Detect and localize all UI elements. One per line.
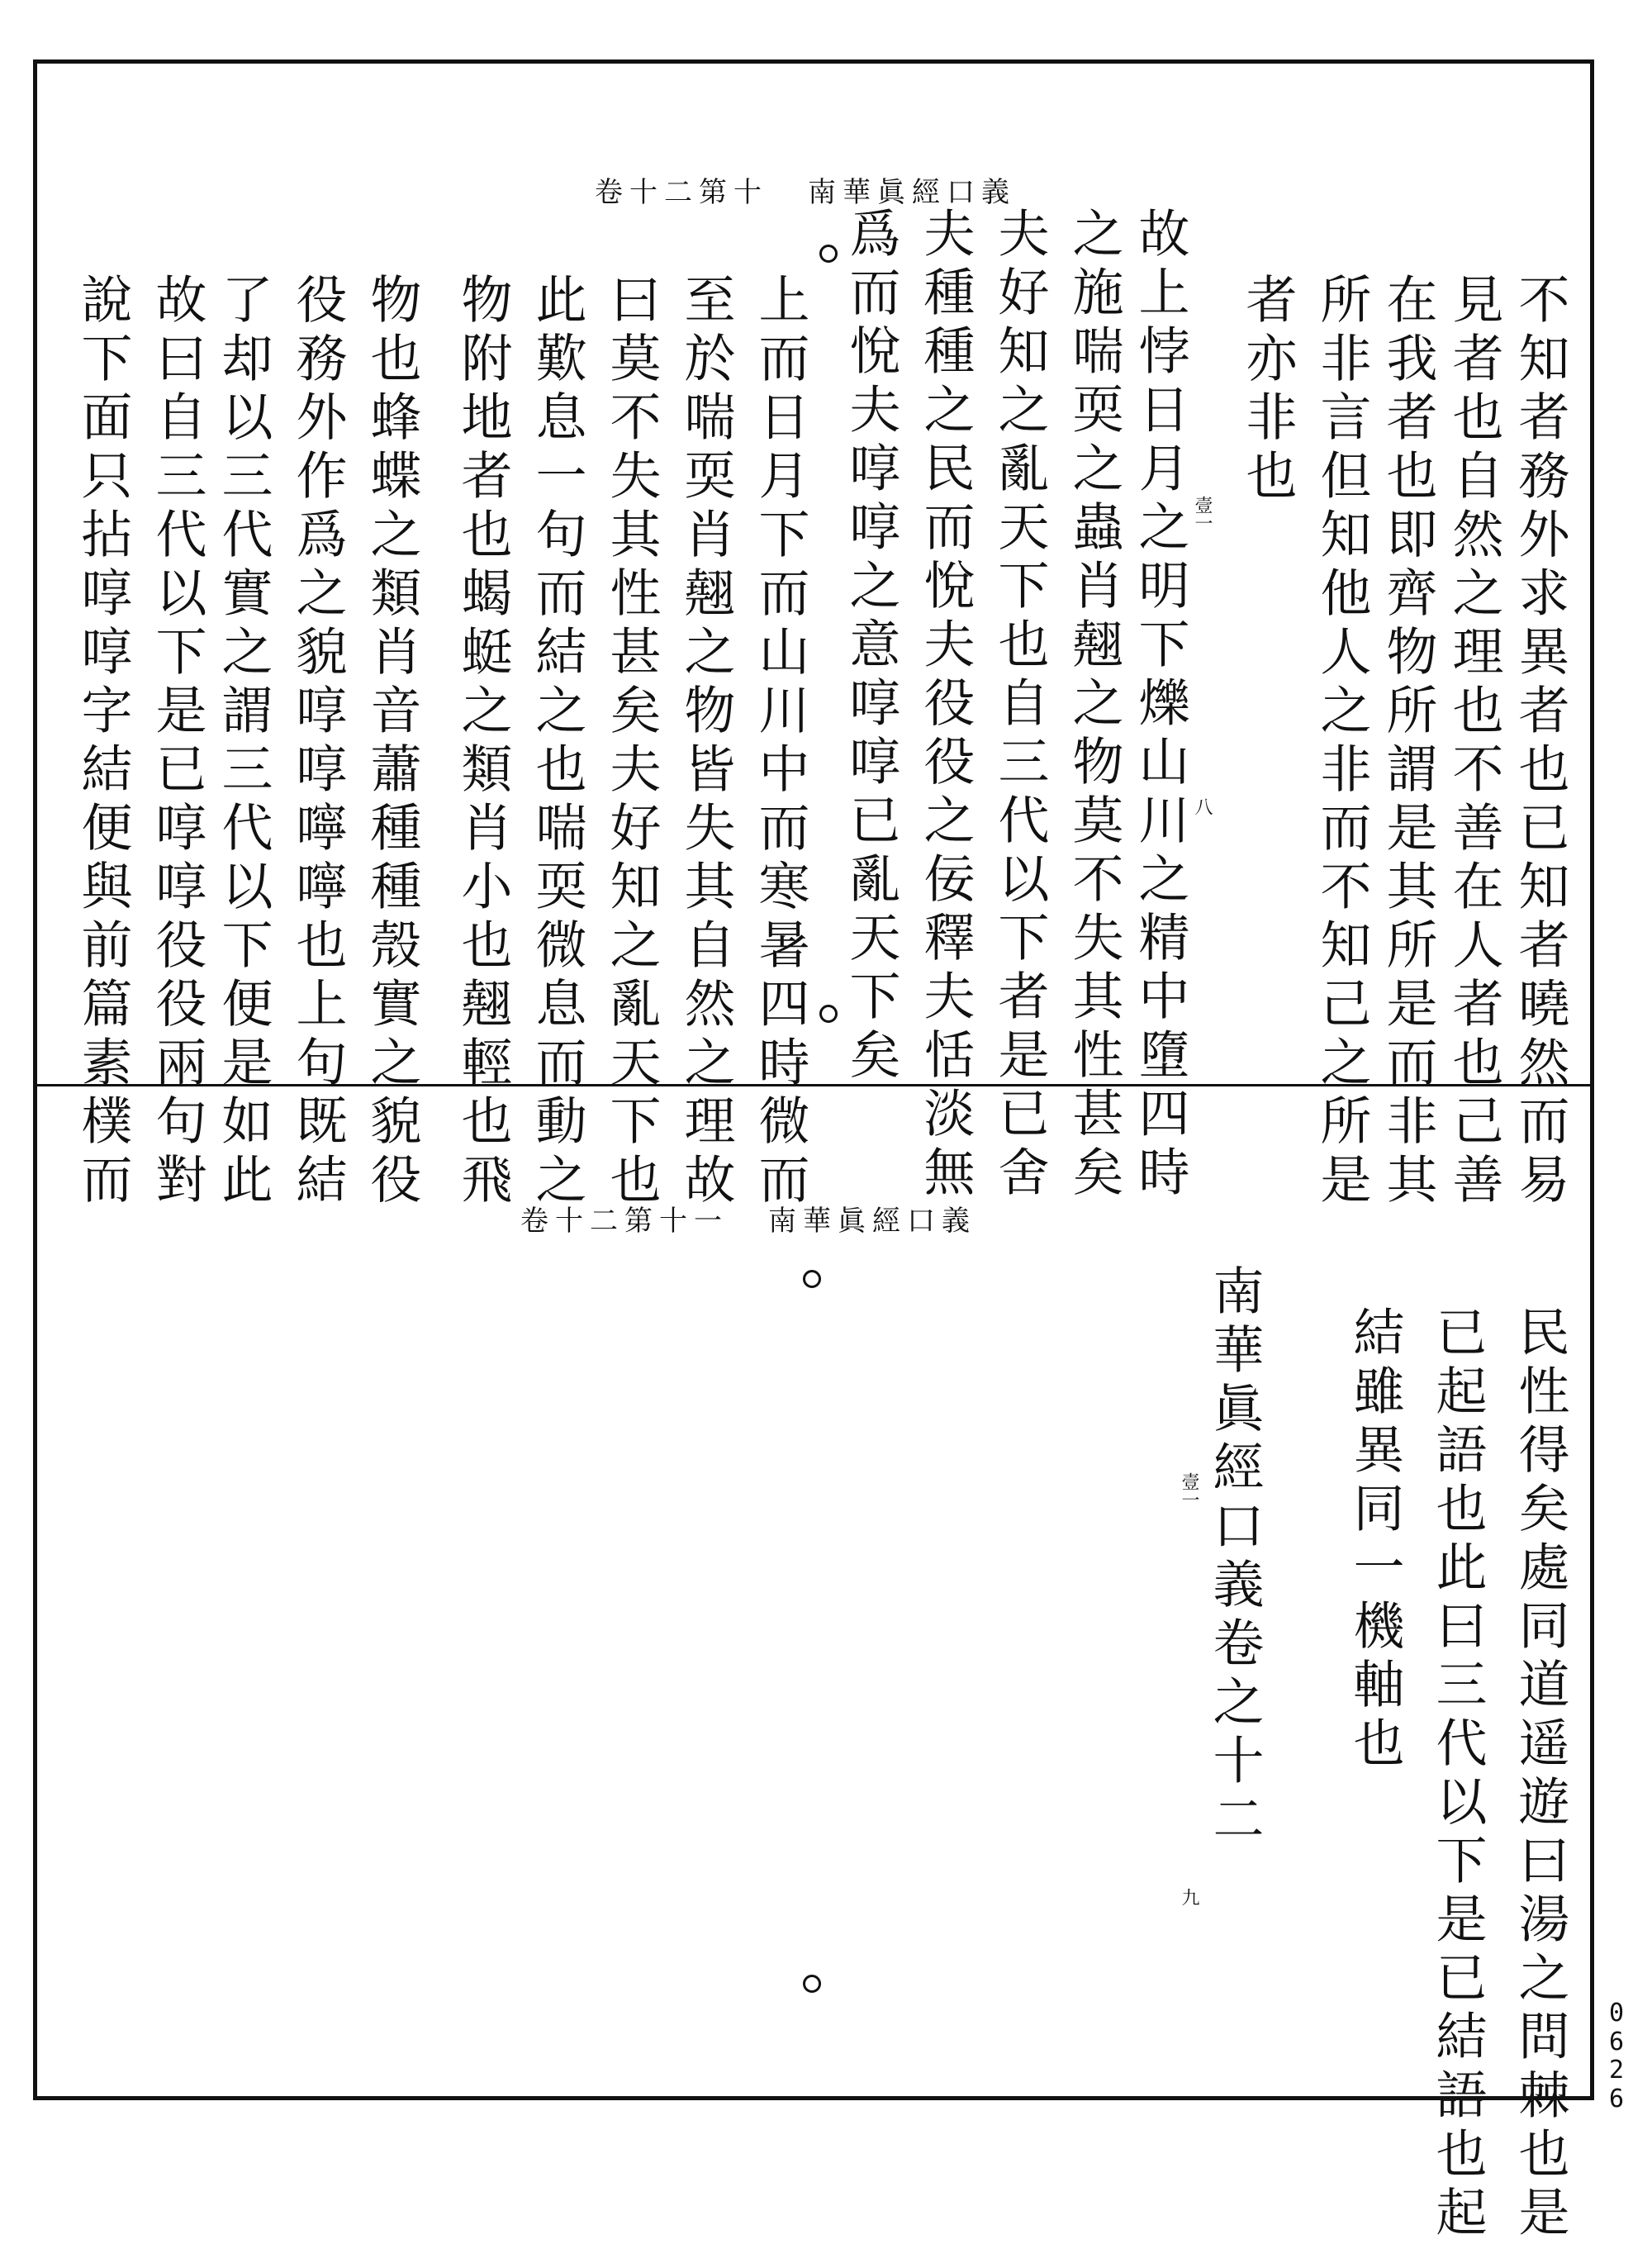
top-text-column-17: 役務外作爲之貌啍啍嚀嚀也上句既結 bbox=[287, 273, 348, 1211]
top-text-column-7: 之施喘耎之蟲肖翹之物莫不失其性甚矣 bbox=[1064, 207, 1124, 1204]
bottom-header-book-title: 南華眞經口義 bbox=[768, 1205, 976, 1238]
top-text-column-4: 所非言但知他人之非而不知己之所是 bbox=[1312, 273, 1372, 1211]
bottom-annotation-2: 九 bbox=[1179, 1888, 1199, 1906]
top-text-column-11: 上而日月下而山川中而寒暑四時微而 bbox=[750, 273, 810, 1211]
top-text-column-1: 不知者務外求異者也已知者曉然而易 bbox=[1510, 273, 1570, 1211]
top-text-column-5: 者亦非也 bbox=[1237, 273, 1298, 507]
top-header-volume: 卷十二第十 bbox=[595, 176, 768, 209]
bottom-page-header bbox=[520, 1198, 976, 1238]
top-text-column-13: 曰莫不失其性甚矣夫好知之亂天下也 bbox=[601, 273, 662, 1211]
circle-marker-icon bbox=[819, 1005, 838, 1023]
top-text-column-9: 夫種種之民而悅夫役役之佞釋夫恬淡無 bbox=[915, 207, 976, 1204]
circle-marker-icon bbox=[803, 1975, 821, 1993]
circle-marker-icon bbox=[803, 1270, 821, 1288]
top-text-column-20: 說下面只拈啍啍字結便與前篇素樸而 bbox=[73, 273, 133, 1211]
top-text-column-2: 見者也自然之理也不善在人者也己善 bbox=[1444, 273, 1504, 1211]
top-text-column-15: 物附地者也蝎蜓之類肖小也翹輕也飛 bbox=[453, 273, 513, 1211]
page-number: 0626 bbox=[1608, 1999, 1625, 2113]
top-text-column-8: 夫好知之亂天下也自三代以下者是已舍 bbox=[990, 207, 1050, 1204]
bottom-text-column-3: 結雖異同一機軸也 bbox=[1345, 1305, 1405, 1775]
bottom-text-column-1: 民性得矣處同道遥遊曰湯之問棘也是 bbox=[1510, 1305, 1570, 2244]
top-header-book-title: 南華眞經口義 bbox=[808, 176, 1016, 209]
top-annotation-2: 八 bbox=[1192, 797, 1213, 815]
top-text-column-19: 故曰自三代以下是已啍啍役役兩句對 bbox=[147, 273, 207, 1211]
top-text-column-16: 物也蜂蝶之類肖音蕭種種殼實之貌役 bbox=[362, 273, 422, 1211]
top-text-column-18: 了却以三代實之謂三代以下便是如此 bbox=[213, 273, 273, 1211]
bottom-header-volume: 卷十二第十一 bbox=[520, 1205, 729, 1238]
top-page-header bbox=[595, 169, 1016, 210]
top-text-column-14: 此歎息一句而結之也喘耎微息而動之 bbox=[527, 273, 587, 1211]
top-text-column-6: 故上悖日月之明下爍山川之精中墮四時 bbox=[1130, 207, 1190, 1204]
bottom-closing-title: 南華眞經口義卷之十二 bbox=[1204, 1264, 1265, 1851]
top-text-column-10: 爲而悅夫啍啍之意啍啍已亂天下矣 bbox=[841, 207, 901, 1086]
bottom-annotation-1: 壹一 bbox=[1179, 1472, 1199, 1509]
top-text-column-3: 在我者也即齊物所謂是其所是而非其 bbox=[1378, 273, 1438, 1211]
top-text-column-12: 至於喘耎肖翹之物皆失其自然之理故 bbox=[676, 273, 736, 1211]
top-annotation-1: 壹一 bbox=[1192, 496, 1213, 532]
circle-marker-icon bbox=[819, 245, 838, 263]
bottom-text-column-2: 已起語也此曰三代以下是已結語也起 bbox=[1427, 1305, 1488, 2244]
